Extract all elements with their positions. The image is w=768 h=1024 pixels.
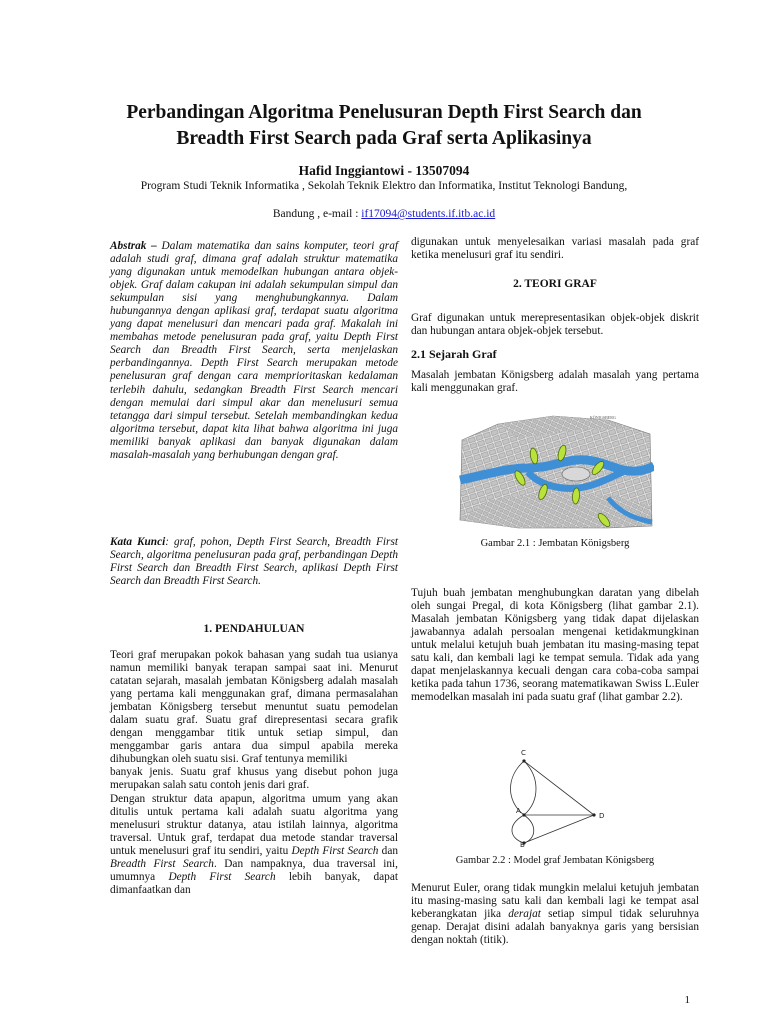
keywords [110,536,398,588]
section-1-paragraph-2: banyak jenis. Suatu graf khusus yang disebut pohon juga merupakan salah satu contoh jenis dari graf. [110,766,398,792]
map-label: KÖNIGSBERG [590,415,616,420]
keywords-label: Kata Kunci [110,536,166,548]
node-d-label: D [599,812,605,820]
abstract-text: Dalam matematika dan sains komputer, teori graf adalah studi graf, dimana graf adalah struktur matematika yang digunakan untuk memodelkan hubungan antara objek-objek. Graf dalam cakupan ini adalah sekumpulan simpul dan sekumpulan sisi yang menghubungkannya. Dalam hubungannya dengan aplikasi graf, terdapat suatu algoritma yang dapat menelusuri dan mencari pada graf. Makalah ini membahas metode penelusuran pada graf, yaitu Depth First Search dan Breadth First Search, serta menjelaskan perbandingannya. Depth First Search merupakan metode penelusuran graf dengan cara memprioritaskan kedalaman terlebih dahulu, sedangkan Breadth First Search mencari dengan memulai dari simpul akar dan menelusuri semua tetangga dari simpul tersebut. Setelah membandingkan kedua algoritma tersebut, dapat kita lihat bahwa algoritma ini juga memiliki banyak aplikasi dan banyak digunakan dalam masalah-masalah yang berhubungan dengan graf. [110,240,398,461]
section-1-paragraph-1: Teori graf merupakan pokok bahasan yang sudah tua usianya namun memiliki banyak terapan sampai saat ini. Menurut catatan sejarah, masalah jembatan Königsberg adalah masalah yang pertama kali menggunakan graf, dimana permasalahan jembatan Königsberg tersebut menuntut suatu pemodelan dalam suatu graf. Suatu graf direpresentasi secara grafik dengan menggambar titik untuk setiap simpul, dan menggambar garis antara dua simpul apabila mereka dihubungkan oleh suatu sisi. Graf tentunya memiliki [110,649,398,766]
figure-2-2-caption: Gambar 2.2 : Model graf Jembatan Königsberg [455,855,655,866]
section-2-1-paragraph-2: Tujuh buah jembatan menghubungkan daratan yang dibelah oleh sungai Pregal, di kota Königsberg (lihat gambar 2.1). Masalah jembatan Königsberg yang tidak dapat dijelaskan jawabannya adalah persoalan mengenai ketidakmungkinan untuk melalui ketujuh buah jembatan itu masing-masing tepat satu kali, dan kembali lagi ke tempat semula. Tidak ada yang dapat menjelaskannya kecuali dengan cara coba-coba sampai ketika pada tahun 1736, seorang matematikawan Swiss L.Euler memodelkan masalah ini pada suatu graf (lihat gambar 2.2). [411,587,699,704]
abstract [110,240,398,462]
right-column-top: digunakan untuk menyelesaikan variasi masalah pada graf ketika menelusuri graf itu sendiri. [411,236,699,262]
section-2-1-paragraph-1: Masalah jembatan Königsberg adalah masalah yang pertama kali menggunakan graf. [411,369,699,395]
email-link[interactable]: if17094@students.if.itb.ac.id [361,208,496,220]
node-c [522,759,525,762]
section-2-heading: 2. TEORI GRAF [513,278,597,290]
abstract-label: Abstrak – [110,240,157,252]
section-2-1-heading: 2.1 Sejarah Graf [411,347,497,361]
node-a [522,813,525,816]
section-1-body [110,649,398,897]
page-number: 1 [684,994,690,1006]
edge-b-d [524,815,594,843]
title-line-2: Breadth First Search pada Graf serta Aplikasinya [176,128,592,149]
paper-title [60,100,708,152]
dfs-term: Depth First Search [291,844,379,857]
edge-c-d [524,761,594,815]
keywords-text: : graf, pohon, Depth First Search, Breadth First Search, algoritma penelusuran pada graf, perbandingan Depth First Search dan Breadth First Search, aplikasi Depth First Search dan Breadth First Search. [110,536,398,588]
edge-a-b-2 [524,815,534,843]
section-1-heading: 1. PENDAHULUAN [203,623,305,635]
section-2-paragraph: Graf digunakan untuk merepresentasikan objek-objek diskrit dan hubungan antara objek-objek tersebut. [411,312,699,338]
title-line-1: Perbandingan Algoritma Penelusuran Depth First Search dan [126,102,642,123]
bfs-term: Breadth First Search [110,857,214,870]
email-line [60,208,708,220]
konigsberg-graph-image [500,747,615,847]
node-d [592,813,595,816]
dfs-term-2: Depth First Search [168,870,276,883]
email-prefix: Bandung , e-mail : [272,208,362,220]
derajat-term: derajat [508,908,541,921]
node-a-label: A [516,807,521,815]
affiliation: Program Studi Teknik Informatika , Sekolah Teknik Elektro dan Informatika, Institut Teknologi Bandung, [140,180,628,192]
node-c-label: C [521,749,526,757]
figure-2-1-caption: Gambar 2.1 : Jembatan Königsberg [480,538,630,549]
left-column [110,240,398,462]
konigsberg-map-image [458,410,654,530]
edge-a-b-1 [512,815,524,843]
section-2-1-paragraph-3: Menurut Euler, orang tidak mungkin melalui ketujuh jembatan itu masing-masing satu kali dan kembali lagi ke tempat asal keberangkatan jika derajat setiap simpul tidak seluruhnya genap. Derajat disini adalah banyaknya garis yang bersisian dengan noktah (titik). [411,882,699,947]
node-b-label: B [520,841,525,847]
section-1-paragraph-3: Dengan struktur data apapun, algoritma umum yang akan ditulis untuk pertama kali adalah suatu algoritma yang menelusuri struktur datanya, atau istilah lainnya, algoritma traversal. Untuk graf, terdapat dua metode standar traversal untuk menelusuri graf itu sendiri, yaitu Depth First Search dan Breadth First Search. Dan nampaknya, dua traversal ini, umumnya Depth First Search lebih banyak, dapat dimanfaatkan dan [110,792,398,896]
kneiphof-island [562,467,590,481]
author-name: Hafid Inggiantowi - 13507094 [298,163,470,178]
